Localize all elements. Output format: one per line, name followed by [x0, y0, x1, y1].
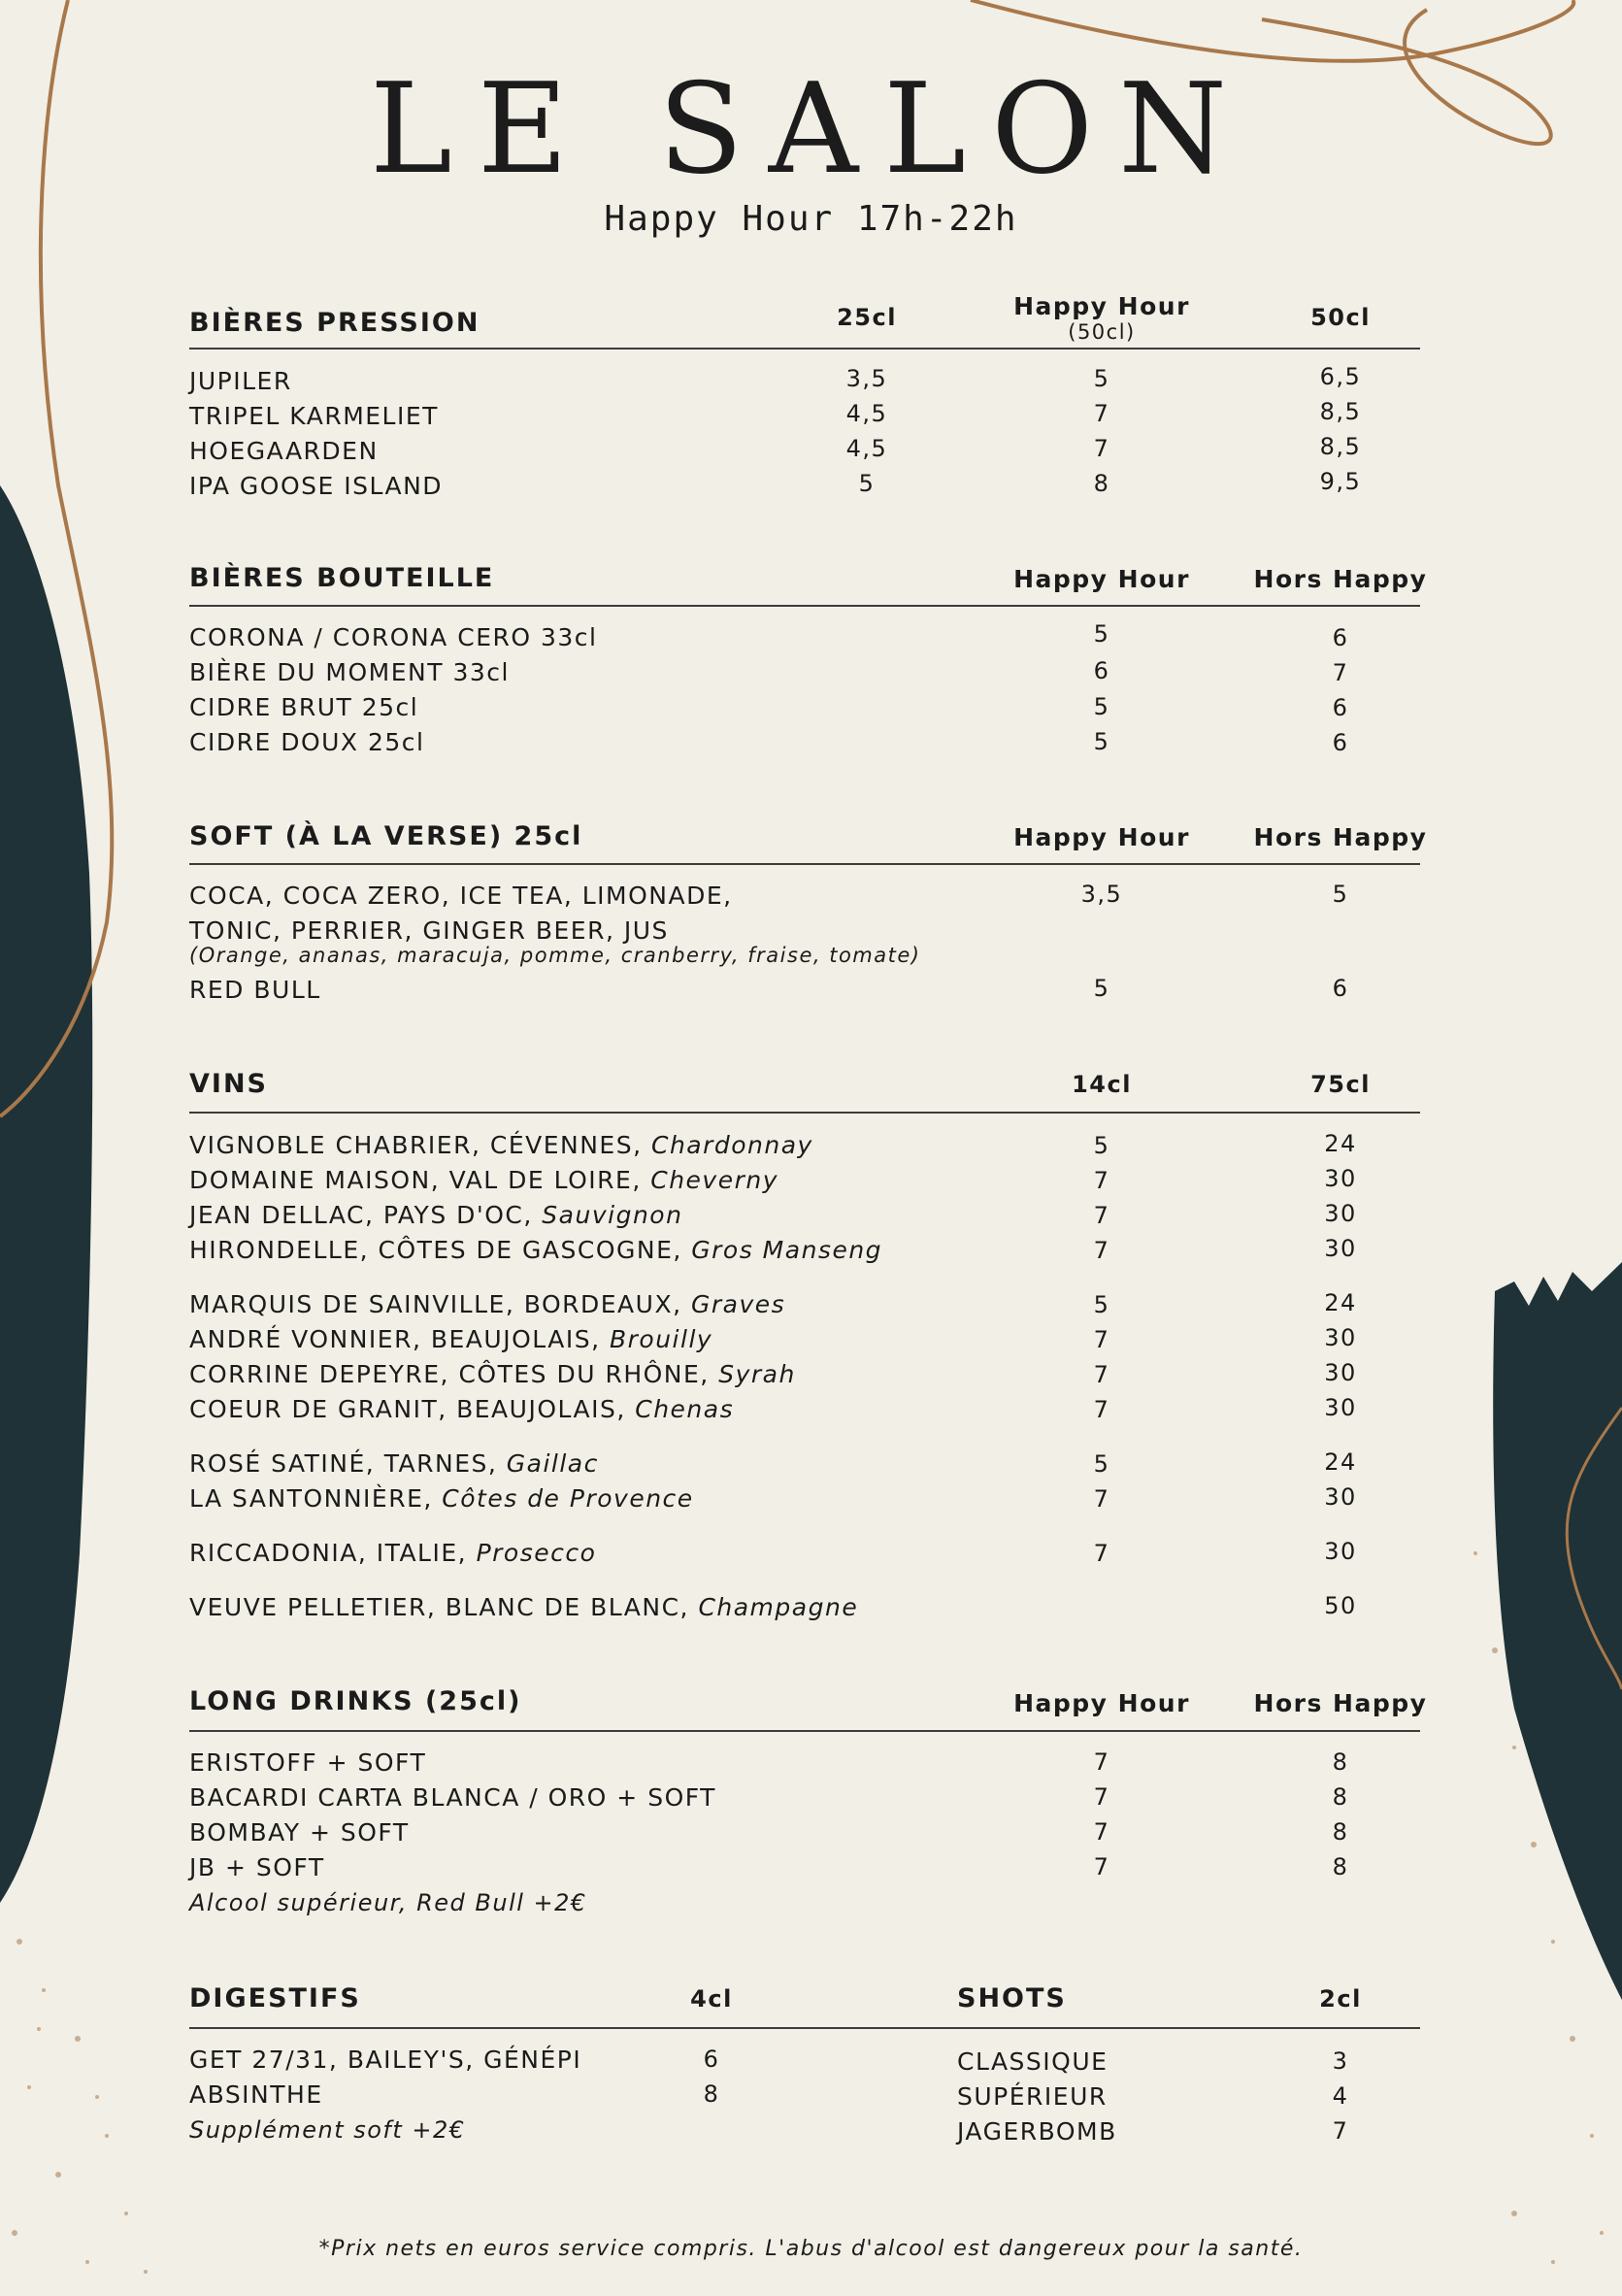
price-cell: 5 — [858, 470, 876, 497]
list-item — [189, 1484, 694, 1513]
list-item — [189, 1166, 778, 1194]
section-divider — [189, 1112, 1420, 1114]
list-item — [189, 1539, 596, 1567]
price-cell: 7 — [1332, 659, 1349, 686]
footer-disclaimer: *Prix nets en euros service compris. L'abus d'alcool est dangereux pour la santé. — [318, 2237, 1304, 2261]
price-cell: 7 — [1093, 400, 1110, 427]
list-item: BOMBAY + SOFT — [189, 1818, 410, 1847]
price-cell: 5 — [1093, 1450, 1110, 1478]
price-cell: 30 — [1324, 1200, 1357, 1227]
price-cell: 8 — [1332, 1748, 1349, 1776]
column-header-14cl: 14cl — [1072, 1071, 1132, 1098]
price-cell: 5 — [1093, 975, 1110, 1002]
column-header-happy-hour: Happy Hour — [1013, 823, 1190, 851]
price-cell: 4,5 — [845, 435, 888, 462]
list-item: IPA GOOSE ISLAND — [189, 472, 444, 500]
price-cell: 7 — [1093, 1396, 1110, 1423]
section-heading-bieres-pression: BIÈRES PRESSION — [189, 308, 480, 338]
price-cell: 3,5 — [1080, 881, 1123, 908]
price-cell: 5 — [1093, 693, 1110, 720]
section-divider — [189, 348, 1420, 349]
list-item: TONIC, PERRIER, GINGER BEER, JUS — [189, 916, 669, 945]
list-item — [189, 1449, 599, 1478]
column-header-happy-hour: Happy Hour — [1013, 565, 1190, 593]
wine-variety: Gaillac — [506, 1449, 599, 1478]
list-item: CLASSIQUE — [957, 2047, 1109, 2076]
column-header-hors-happy: Hors Happy — [1253, 823, 1428, 851]
price-cell: 8 — [1332, 1853, 1349, 1880]
list-item-detail: (Orange, ananas, maracuja, pomme, cranberry, fraise, tomate) — [189, 944, 921, 967]
price-cell: 30 — [1324, 1394, 1357, 1421]
list-item — [189, 1395, 734, 1423]
price-cell: 3,5 — [845, 365, 888, 392]
wine-producer: HIRONDELLE, CÔTES DE GASCOGNE, — [189, 1236, 692, 1264]
price-cell: 8 — [1332, 1818, 1349, 1846]
wine-variety: Champagne — [698, 1593, 859, 1621]
column-header-75cl: 75cl — [1310, 1071, 1371, 1098]
price-cell: 5 — [1093, 1291, 1110, 1318]
column-header-happy-hour-size: (50cl) — [1068, 320, 1136, 344]
list-item: GET 27/31, BAILEY'S, GÉNÉPI — [189, 2046, 582, 2074]
list-item — [189, 1290, 785, 1318]
wine-variety: Côtes de Provence — [442, 1484, 694, 1513]
price-cell: 6 — [1332, 975, 1349, 1002]
section-divider — [189, 1730, 1420, 1732]
column-header-50cl: 50cl — [1310, 304, 1371, 331]
price-cell: 8 — [1093, 470, 1110, 497]
wine-producer: JEAN DELLAC, PAYS D'OC, — [189, 1201, 543, 1229]
price-cell: 30 — [1324, 1359, 1357, 1386]
price-cell: 50 — [1324, 1592, 1357, 1619]
list-item: RED BULL — [189, 976, 321, 1004]
wine-variety: Cheverny — [650, 1166, 779, 1194]
price-cell: 9,5 — [1319, 468, 1362, 495]
price-cell: 6 — [1332, 624, 1349, 651]
price-cell: 7 — [1093, 1485, 1110, 1513]
price-cell: 24 — [1324, 1289, 1357, 1316]
price-cell: 7 — [1093, 1326, 1110, 1353]
slate-brush-left — [0, 485, 92, 1903]
price-cell: 7 — [1093, 1237, 1110, 1264]
wine-producer: COEUR DE GRANIT, BEAUJOLAIS, — [189, 1395, 636, 1423]
list-item — [189, 1131, 813, 1159]
price-cell: 8,5 — [1319, 398, 1362, 425]
list-item: JUPILER — [189, 367, 292, 395]
list-item: CIDRE DOUX 25cl — [189, 728, 425, 756]
copper-speckle-left — [12, 1939, 148, 2274]
list-item — [189, 1360, 796, 1388]
section-heading-vins: VINS — [189, 1069, 268, 1099]
column-header-hors-happy: Hors Happy — [1253, 1689, 1428, 1717]
section-note: Supplément soft +2€ — [189, 2116, 466, 2144]
price-cell: 30 — [1324, 1165, 1357, 1192]
section-heading-long-drinks: LONG DRINKS (25cl) — [189, 1686, 522, 1716]
wine-variety: Brouilly — [609, 1325, 713, 1353]
section-divider — [189, 605, 1420, 607]
price-cell: 7 — [1093, 1853, 1110, 1880]
wine-producer: DOMAINE MAISON, VAL DE LOIRE, — [189, 1166, 651, 1194]
price-cell: 7 — [1093, 1748, 1110, 1776]
wine-producer: ROSÉ SATINÉ, TARNES, — [189, 1449, 507, 1478]
section-heading-soft: SOFT (À LA VERSE) 25cl — [189, 821, 583, 851]
price-cell: 8 — [703, 2080, 720, 2108]
wine-producer: LA SANTONNIÈRE, — [189, 1484, 443, 1513]
wine-producer: RICCADONIA, ITALIE, — [189, 1539, 477, 1567]
price-cell: 3 — [1332, 2047, 1349, 2075]
price-cell: 7 — [1093, 1783, 1110, 1811]
section-divider — [189, 2027, 1420, 2029]
section-heading-shots: SHOTS — [957, 1983, 1067, 2013]
wine-variety: Chenas — [635, 1395, 735, 1423]
price-cell: 7 — [1093, 1540, 1110, 1567]
price-cell: 30 — [1324, 1235, 1357, 1262]
price-cell: 30 — [1324, 1483, 1357, 1511]
price-cell: 7 — [1093, 1361, 1110, 1388]
wine-producer: VEUVE PELLETIER, BLANC DE BLANC, — [189, 1593, 699, 1621]
list-item: CIDRE BRUT 25cl — [189, 693, 419, 721]
list-item: TRIPEL KARMELIET — [189, 402, 439, 430]
price-cell: 6,5 — [1319, 363, 1362, 390]
list-item: HOEGAARDEN — [189, 437, 379, 465]
price-cell: 7 — [1093, 435, 1110, 462]
column-header-4cl: 4cl — [690, 1985, 733, 2013]
price-cell: 5 — [1093, 1132, 1110, 1159]
wine-variety: Sauvignon — [542, 1201, 683, 1229]
section-divider — [189, 863, 1420, 865]
price-cell: 30 — [1324, 1538, 1357, 1565]
list-item: CORONA / CORONA CERO 33cl — [189, 623, 598, 651]
wine-producer: VIGNOBLE CHABRIER, CÉVENNES, — [189, 1131, 651, 1159]
list-item: BACARDI CARTA BLANCA / ORO + SOFT — [189, 1783, 716, 1812]
section-heading-bieres-bouteille: BIÈRES BOUTEILLE — [189, 563, 495, 593]
list-item — [189, 1593, 858, 1621]
column-header-25cl: 25cl — [837, 304, 897, 331]
wine-variety: Syrah — [718, 1360, 796, 1388]
price-cell: 5 — [1332, 881, 1349, 908]
column-header-happy-hour: Happy Hour — [1013, 1689, 1190, 1717]
column-header-happy-hour: Happy Hour — [1013, 292, 1190, 320]
price-cell: 5 — [1093, 365, 1110, 392]
price-cell: 8 — [1332, 1783, 1349, 1811]
section-note: Alcool supérieur, Red Bull +2€ — [189, 1889, 587, 1916]
price-cell: 8,5 — [1319, 433, 1362, 460]
price-cell: 4,5 — [845, 400, 888, 427]
wine-producer: ANDRÉ VONNIER, BEAUJOLAIS, — [189, 1325, 610, 1353]
price-cell: 7 — [1093, 1167, 1110, 1194]
price-cell: 6 — [703, 2046, 720, 2073]
list-item — [189, 1325, 712, 1353]
price-cell: 6 — [1332, 694, 1349, 721]
price-cell: 7 — [1093, 1818, 1110, 1846]
price-cell: 30 — [1324, 1324, 1357, 1351]
price-cell: 6 — [1332, 729, 1349, 756]
price-cell: 7 — [1332, 2117, 1349, 2145]
list-item: ERISTOFF + SOFT — [189, 1748, 427, 1777]
wine-variety: Chardonnay — [650, 1131, 813, 1159]
list-item: JB + SOFT — [189, 1853, 325, 1881]
price-cell: 7 — [1093, 1202, 1110, 1229]
list-item: JAGERBOMB — [957, 2117, 1117, 2146]
column-header-2cl: 2cl — [1319, 1985, 1362, 2013]
price-cell: 24 — [1324, 1448, 1357, 1476]
price-cell: 6 — [1093, 657, 1110, 684]
wine-variety: Graves — [690, 1290, 786, 1318]
price-cell: 24 — [1324, 1130, 1357, 1157]
slate-brush-right — [1493, 1262, 1622, 2000]
list-item: BIÈRE DU MOMENT 33cl — [189, 658, 510, 686]
price-cell: 5 — [1093, 620, 1110, 648]
list-item: SUPÉRIEUR — [957, 2082, 1108, 2111]
section-heading-digestifs: DIGESTIFS — [189, 1983, 361, 2013]
wine-variety: Gros Manseng — [691, 1236, 883, 1264]
price-cell: 5 — [1093, 728, 1110, 755]
wine-variety: Prosecco — [476, 1539, 597, 1567]
column-header-hors-happy: Hors Happy — [1253, 565, 1428, 593]
list-item: ABSINTHE — [189, 2080, 323, 2109]
page-title: LE SALON — [369, 57, 1253, 202]
list-item — [189, 1201, 682, 1229]
page-subtitle: Happy Hour 17h-22h — [604, 199, 1018, 239]
wine-producer: MARQUIS DE SAINVILLE, BORDEAUX, — [189, 1290, 691, 1318]
list-item: COCA, COCA ZERO, ICE TEA, LIMONADE, — [189, 882, 733, 910]
wine-producer: CORRINE DEPEYRE, CÔTES DU RHÔNE, — [189, 1360, 719, 1388]
price-cell: 4 — [1332, 2082, 1349, 2110]
list-item — [189, 1236, 882, 1264]
